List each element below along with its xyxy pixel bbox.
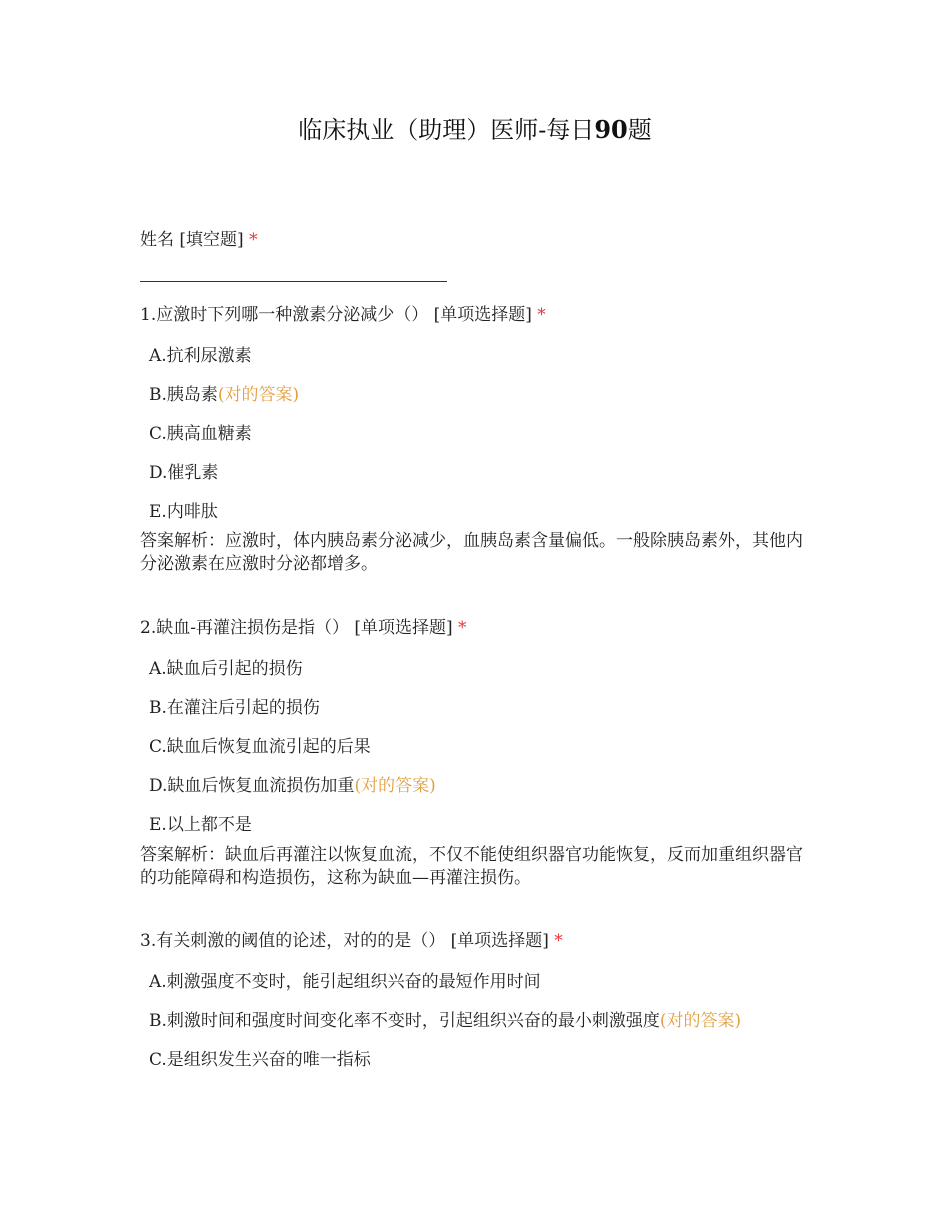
question-1-option-d[interactable]: D.催乳素 (149, 463, 219, 483)
correct-answer-marker: (对的答案) (354, 776, 436, 796)
question-3-text: 3.有关刺激的阈值的论述，对的的是（） [单项选择题] (140, 931, 555, 951)
question-1-explanation: 答案解析：应激时，体内胰岛素分泌减少，血胰岛素含量偏低。一般除胰岛素外，其他内分泌激素在应激时分泌都增多。 (140, 531, 803, 574)
title-number: 90 (594, 115, 628, 144)
question-2-prompt (140, 616, 820, 640)
question-3-option-c[interactable]: C.是组织发生兴奋的唯一指标 (149, 1050, 371, 1070)
question-3-prompt (140, 929, 820, 953)
question-2-option-e[interactable]: E.以上都不是 (149, 815, 252, 835)
title-text-b: 题 (627, 116, 652, 144)
title-text-a: 临床执业（助理）医师-每日 (298, 116, 595, 144)
question-2-option-b[interactable]: B.在灌注后引起的损伤 (149, 698, 320, 718)
question-1-option-a[interactable]: A.抗利尿激素 (149, 346, 252, 366)
question-1-option-c[interactable]: C.胰高血糖素 (149, 424, 252, 444)
question-2-explanation: 答案解析：缺血后再灌注以恢复血流，不仅不能使组织器官功能恢复，反而加重组织器官的功能障碍和构造损伤，这称为缺血—再灌注损伤。 (140, 845, 803, 888)
required-asterisk: * (249, 230, 258, 250)
question-3-option-a[interactable]: A.刺激强度不变时，能引起组织兴奋的最短作用时间 (149, 972, 541, 992)
required-asterisk: * (458, 618, 467, 638)
name-fill-blank-line[interactable] (140, 281, 447, 282)
name-field-label (140, 228, 820, 252)
page-title (0, 110, 950, 145)
question-3-option-b[interactable]: B.刺激时间和强度时间变化率不变时，引起组织兴奋的最小刺激强度(对的答案) (149, 1011, 742, 1031)
question-1-option-b[interactable]: B.胰岛素(对的答案) (149, 385, 300, 405)
required-asterisk: * (537, 305, 546, 325)
question-1-prompt (140, 303, 820, 327)
question-2-option-d[interactable]: D.缺血后恢复血流损伤加重(对的答案) (149, 776, 436, 796)
name-label-text: 姓名 [填空题] (140, 230, 250, 250)
required-asterisk: * (554, 931, 563, 951)
question-1-option-e[interactable]: E.内啡肽 (149, 502, 218, 522)
correct-answer-marker: (对的答案) (217, 385, 300, 405)
question-2-option-a[interactable]: A.缺血后引起的损伤 (149, 659, 303, 679)
correct-answer-marker: (对的答案) (659, 1011, 742, 1031)
question-2-option-c[interactable]: C.缺血后恢复血流引起的后果 (149, 737, 371, 757)
question-1-text: 1.应激时下列哪一种激素分泌减少（） [单项选择题] (140, 305, 538, 325)
question-2-text: 2.缺血-再灌注损伤是指（） [单项选择题] (140, 618, 459, 638)
